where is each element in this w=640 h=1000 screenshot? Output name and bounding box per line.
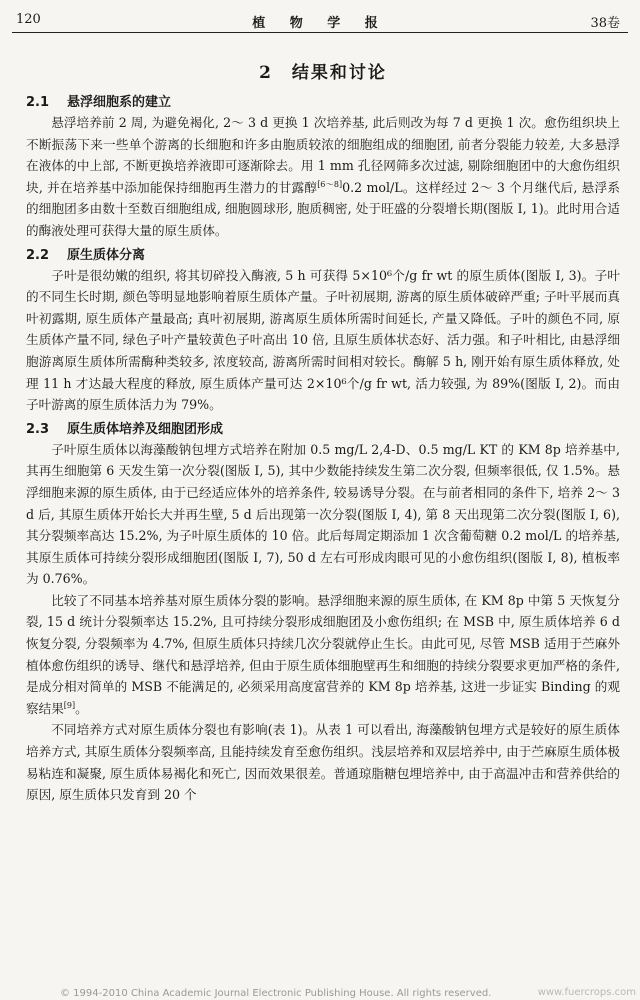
subsection-number: 2.2 <box>26 247 50 263</box>
journal-name: 植 物 学 报 <box>252 16 388 31</box>
subsection-title: 原生质体分离 <box>67 247 146 263</box>
page-number: 120 <box>16 12 41 27</box>
copyright-footer: © 1994-2010 China Academic Journal Electronic Publishing House. All rights reserved. <box>60 988 492 999</box>
paragraph-text: 比较了不同基本培养基对原生质体分裂的影响。悬浮细胞来源的原生质体, 在 KM 8p 中第 5 天恢复分裂, 15 d 统计分裂频率达 15.2%, 且可持续分裂形成细胞团及小愈伤组织; 在 MSB 中, 原生质体培养 6 d 恢复分裂, 分裂频率为 4.7%, 但原生质体只持续几次分裂就停止生长。由此可见, 尽管 MSB 适用于苎麻外植体愈伤组织的诱导、继代和悬浮培养, 但由于原生质体细胞壁再生和细胞的持续分裂要求更加严格的条件, 是成分相对简单的 MSB 不能满足的, 必须采用高度富营养的 KM 8p 培养基, 这进一步证实 Binding 的观察结果 <box>26 592 620 716</box>
subsection-number: 2.1 <box>26 95 50 110</box>
page-header <box>12 10 628 33</box>
paragraph <box>26 112 620 242</box>
subsection-number: 2.3 <box>26 421 50 437</box>
volume-label: 38卷 <box>590 16 620 31</box>
watermark: www.fuercrops.com <box>537 987 636 998</box>
paragraph: 子叶原生质体以海藻酸钠包埋方式培养在附加 0.5 mg/L 2,4-D、0.5 mg/L KT 的 KM 8p 培养基中, 其再生细胞第 6 天发生第一次分裂(图版 I, 5), 其中少数能持续发生第二次分裂, 但频率很低, 仅 1.5%。悬浮细胞来源的原生质体, 由于已经适应体外的培养条件, 较易诱导分裂。在与前者相同的条件下, 培养 2～ 3 d 后, 其原生质体开始长大并再生壁, 5 d 后出现第一次分裂(图版 I, 4), 第 8 天出现第二次分裂(图版 I, 6), 其分裂频率高达 15.2%, 为子叶原生质体的 10 倍。此后每周定期添加 1 次含葡萄糖 0.2 mol/L 的培养基, 其原生质体可持续分裂形成细胞团(图版 I, 7), 50 d 左右可形成肉眼可见的小愈伤组织(图版 I, 8), 植板率为 0.76%。 <box>26 441 621 587</box>
subsection-title: 原生质体培养及细胞团形成 <box>67 421 224 437</box>
subsection-title: 悬浮细胞系的建立 <box>67 95 172 110</box>
paragraph <box>26 590 620 720</box>
paragraph: 不同培养方式对原生质体分裂也有影响(表 1)。从表 1 可以看出, 海藻酸钠包埋方式是较好的原生质体培养方式, 其原生质体分裂频率高, 且能持续发育至愈伤组织。浅层培养和双层培养中, 由于苎麻原生质体极易粘连和凝聚, 原生质体易褐化和死亡, 因而效果很差。普通琼脂糖包埋培养中, 由于高温冲击和营养供给的原因, 原生质体只发育到 20 个 <box>26 722 620 803</box>
section-title: 2 结果和讨论 <box>259 63 387 83</box>
subsection-heading-2-2 <box>26 244 620 263</box>
paragraph-text: 。 <box>75 700 88 716</box>
paragraph-text: 悬浮培养前 2 周, 为避免褐化, 2～ 3 d 更换 1 次培养基, 此后则改为每 7 d 更换 1 次。愈伤组织块上不断振荡下来一些单个游离的长细胞和许多由胞质较浓的细胞组成的细胞团, 前者分裂能力较差, 大多悬浮在液体的中上部, 不断更换培养液即可逐渐除去。用 1 mm 孔径网筛多次过滤, 剔除细胞团中的大愈伤组织块, 并在培养基中添加能保持细胞再生潜力的甘露醇 <box>26 115 620 195</box>
citation: [6～8] <box>317 179 343 189</box>
citation: [9] <box>63 700 76 710</box>
paragraph: 子叶是很幼嫩的组织, 将其切碎投入酶液, 5 h 可获得 5×10⁶个/g fr wt 的原生质体(图版 I, 3)。子叶的不同生长时期, 颜色等明显地影响着原生质体产量。子叶初展期, 游离的原生质体破碎严重; 子叶平展而真叶初露期, 原生质体产量最高; 真叶初展期, 游离原生质体所需时间延长, 产量又降低。子叶的颜色不同, 原生质体产量不同, 绿色子叶产量较黄色子叶高出 10 倍, 且原生质体状态好、活力强。和子叶相比, 由悬浮细胞游离原生质体所需酶种类较多, 浓度较高, 游离所需时间相对较长。酶解 5 h, 刚开始有原生质体释放, 处理 11 h 才达最大程度的释放, 原生质体产量可达 2×10⁶个/g fr wt, 活力较强, 为 89%(图版 I, 2)。而由子叶游离的原生质体活力为 79%。 <box>26 267 620 413</box>
article-body <box>26 58 620 806</box>
subsection-heading-2-1 <box>26 91 620 110</box>
subsection-heading-2-3 <box>26 418 620 437</box>
paragraph-text: 0.2 mol/L。这样经过 2～ 3 个月继代后, 悬浮系的细胞团多由数十至数百细胞组成, 细胞圆球形, 胞质稠密, 处于旺盛的分裂增长期(图版 I, 1)。此时用合适的酶液处理可获得大量的原生质体。 <box>26 179 620 238</box>
